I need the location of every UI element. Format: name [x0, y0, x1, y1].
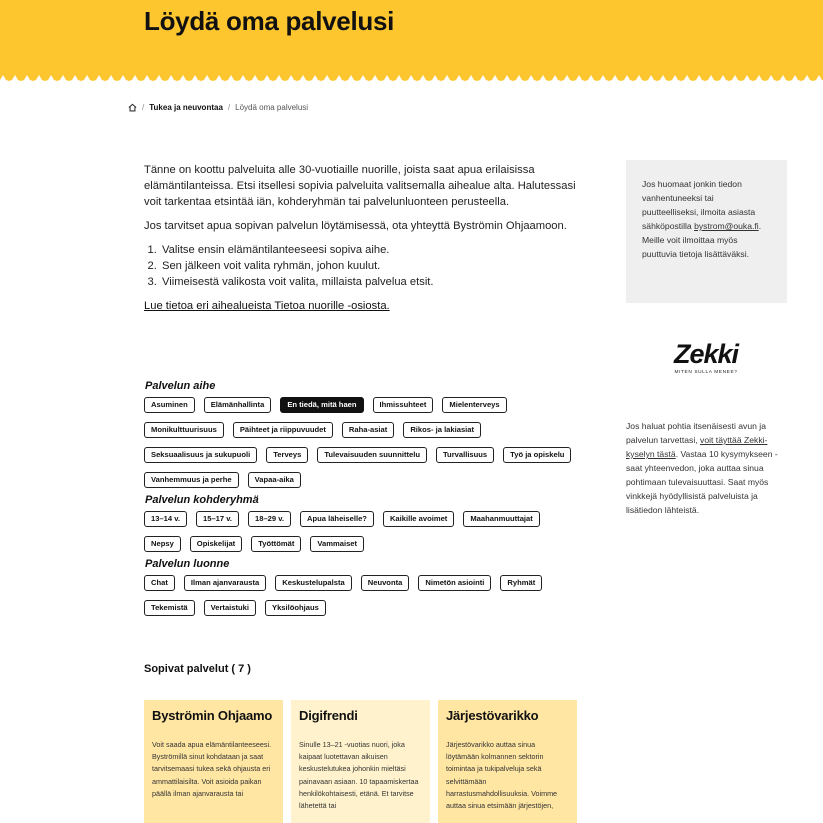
filter-chip[interactable]: Chat: [144, 575, 175, 591]
filter-chip[interactable]: Nimetön asiointi: [418, 575, 491, 591]
filter-chip[interactable]: Yksilöohjaus: [265, 600, 326, 616]
filter-chip[interactable]: Rikos- ja lakiasiat: [403, 422, 481, 438]
service-card[interactable]: [144, 700, 283, 823]
zekki-text-end: . Vastaa 10 kysymykseen - saat yhteenvedon, joka auttaa sinua pohtimaan tulevaisuuttasi. Saat myös vinkkejä hyödyllisistä palveluista ja lisätiedon lähteistä.: [626, 449, 778, 515]
chips-target: [144, 511, 584, 552]
filter-group-nature: [144, 558, 584, 616]
step-item: 3. Viimeisestä valikosta voit valita, millaista palvelua etsit.: [160, 274, 584, 290]
breadcrumb-separator: /: [227, 103, 231, 112]
filter-chip[interactable]: Työttömät: [251, 536, 301, 552]
filter-title-nature: Palvelun luonne: [145, 558, 230, 570]
zekki-logo[interactable]: [666, 338, 746, 382]
zekki-logo-mark: Zekki: [673, 339, 739, 369]
filter-chip[interactable]: Terveys: [266, 447, 308, 463]
zekki-text: Jos haluat pohtia itsenäisesti avun ja palvelun tarvettasi,: [626, 421, 766, 445]
breadcrumb-link-support[interactable]: Tukea ja neuvontaa: [149, 103, 223, 112]
filter-chip[interactable]: Maahanmuuttajat: [463, 511, 539, 527]
filter-chip[interactable]: Ilman ajanvarausta: [184, 575, 266, 591]
filter-chip[interactable]: Elämänhallinta: [204, 397, 272, 413]
intro-contact-paragraph: Jos tarvitset apua sopivan palvelun löytämisessä, ota yhteyttä Byströmin Ohjaamoon.: [144, 220, 567, 232]
notice-email-link[interactable]: bystrom@ouka.fi: [694, 221, 759, 231]
filter-chip[interactable]: Päihteet ja riippuvuudet: [233, 422, 333, 438]
intro-section: [144, 162, 584, 314]
hero-wavy-edge: [0, 72, 823, 90]
filter-chip[interactable]: Tulevaisuuden suunnittelu: [317, 447, 427, 463]
zekki-logo-tagline: MITEN SULLA MENEE?: [674, 370, 738, 375]
service-card-title[interactable]: Byströmin Ohjaamo: [152, 708, 273, 723]
filter-chip[interactable]: Turvallisuus: [436, 447, 494, 463]
results-cards: [144, 700, 577, 823]
filter-chip[interactable]: Nepsy: [144, 536, 181, 552]
service-card[interactable]: [438, 700, 577, 823]
filter-chip[interactable]: Raha-asiat: [342, 422, 394, 438]
service-card-title[interactable]: Järjestövarikko: [446, 708, 539, 723]
service-card-text: Järjestövarikko auttaa sinua löytämään kolmannen sektorin toimintaa ja tukipalveluja sekä selvittämään harrastusmahdollisuuksia. Voimme auttaa sinua etsimään järjestöjen,: [446, 740, 558, 811]
filter-chip[interactable]: En tiedä, mitä haen: [280, 397, 363, 413]
info-link[interactable]: Lue tietoa eri aihealueista Tietoa nuorille -osiosta.: [144, 300, 390, 312]
filter-chip[interactable]: Työ ja opiskelu: [503, 447, 571, 463]
filter-chip[interactable]: 15–17 v.: [196, 511, 239, 527]
filter-chip[interactable]: Apua läheiselle?: [300, 511, 374, 527]
filter-group-target: [144, 494, 584, 552]
filter-chip[interactable]: Vapaa-aika: [248, 472, 301, 488]
filter-title-target: Palvelun kohderyhmä: [145, 494, 259, 506]
notice-text: Jos huomaat jonkin tiedon vanhentuneeksi tai puutteelliseksi, ilmoita asiasta sähköpostilla: [642, 179, 756, 231]
chips-nature: [144, 575, 584, 616]
results-title: Sopivat palvelut ( 7 ): [144, 663, 251, 675]
zekki-info: [626, 419, 791, 517]
notice-text-end: . Meille voit ilmoittaa myös puuttuvia tietoja lisättäväksi.: [642, 221, 762, 259]
filter-chip[interactable]: Keskustelupalsta: [275, 575, 351, 591]
filter-chip[interactable]: Monikulttuurisuus: [144, 422, 224, 438]
filter-chip[interactable]: Vertaistuki: [204, 600, 256, 616]
chips-topic: [144, 397, 584, 488]
zekki-survey-link[interactable]: voit täyttää Zekki-kyselyn tästä: [626, 435, 768, 459]
filter-chip[interactable]: Ihmissuhteet: [373, 397, 434, 413]
step-item: 2. Sen jälkeen voit valita ryhmän, johon kuulut.: [160, 258, 584, 274]
hero-banner: [0, 0, 823, 90]
feedback-notice-box: [626, 160, 787, 303]
filter-chip[interactable]: 13–14 v.: [144, 511, 187, 527]
filter-chip[interactable]: Neuvonta: [361, 575, 410, 591]
home-icon[interactable]: [128, 103, 137, 112]
intro-paragraph: Tänne on koottu palveluita alle 30-vuotiaille nuorille, joista saat apua erilaisissa elämäntilanteissa. Etsi itsellesi sopivia palveluita valitsemalla aihealue alta. Halutessasi voit tarkentaa etsintää iän, kohderyhmän tai palvelunluonteen perusteella.: [144, 164, 576, 208]
breadcrumb-current: Löydä oma palvelusi: [235, 103, 309, 112]
filter-chip[interactable]: Mielenterveys: [442, 397, 506, 413]
service-card-title[interactable]: Digifrendi: [299, 708, 358, 723]
filter-chip[interactable]: Tekemistä: [144, 600, 195, 616]
filter-chip[interactable]: Ryhmät: [500, 575, 542, 591]
filter-chip[interactable]: Asuminen: [144, 397, 195, 413]
filter-chip[interactable]: 18–29 v.: [248, 511, 291, 527]
breadcrumb-separator: /: [142, 103, 145, 112]
filter-group-topic: [144, 380, 584, 488]
filter-chip[interactable]: Seksuaalisuus ja sukupuoli: [144, 447, 257, 463]
filter-title-topic: Palvelun aihe: [145, 380, 216, 392]
service-card[interactable]: [291, 700, 430, 823]
step-item: 1. Valitse ensin elämäntilanteeseesi sopiva aihe.: [160, 242, 584, 258]
filter-chip[interactable]: Vammaiset: [310, 536, 364, 552]
filters-panel: [144, 378, 584, 622]
filter-chip[interactable]: Vanhemmuus ja perhe: [144, 472, 239, 488]
service-card-text: Voit saada apua elämäntilanteeseesi. Byströmillä sinut kohdataan ja saat tarvitsemaasi tukea sekä ohjausta eri ammattilaisilta. Voit asioida paikan päällä ilman ajanvarausta tai: [152, 740, 272, 798]
service-card-text: Sinulle 13–21 -vuotias nuori, joka kaipaat luotettavan aikuisen keskustelutukea johonkin mieltäsi painavaan asiaan. 10 tapaamiskertaa henkilökohtaisesti, etänä. Et tarvitse lähetettä tai: [299, 740, 419, 811]
filter-chip[interactable]: Kaikille avoimet: [383, 511, 454, 527]
page-title: Löydä oma palvelusi: [144, 6, 395, 36]
filter-chip[interactable]: Opiskelijat: [190, 536, 242, 552]
breadcrumb: [128, 103, 308, 112]
steps-list: [160, 242, 584, 290]
